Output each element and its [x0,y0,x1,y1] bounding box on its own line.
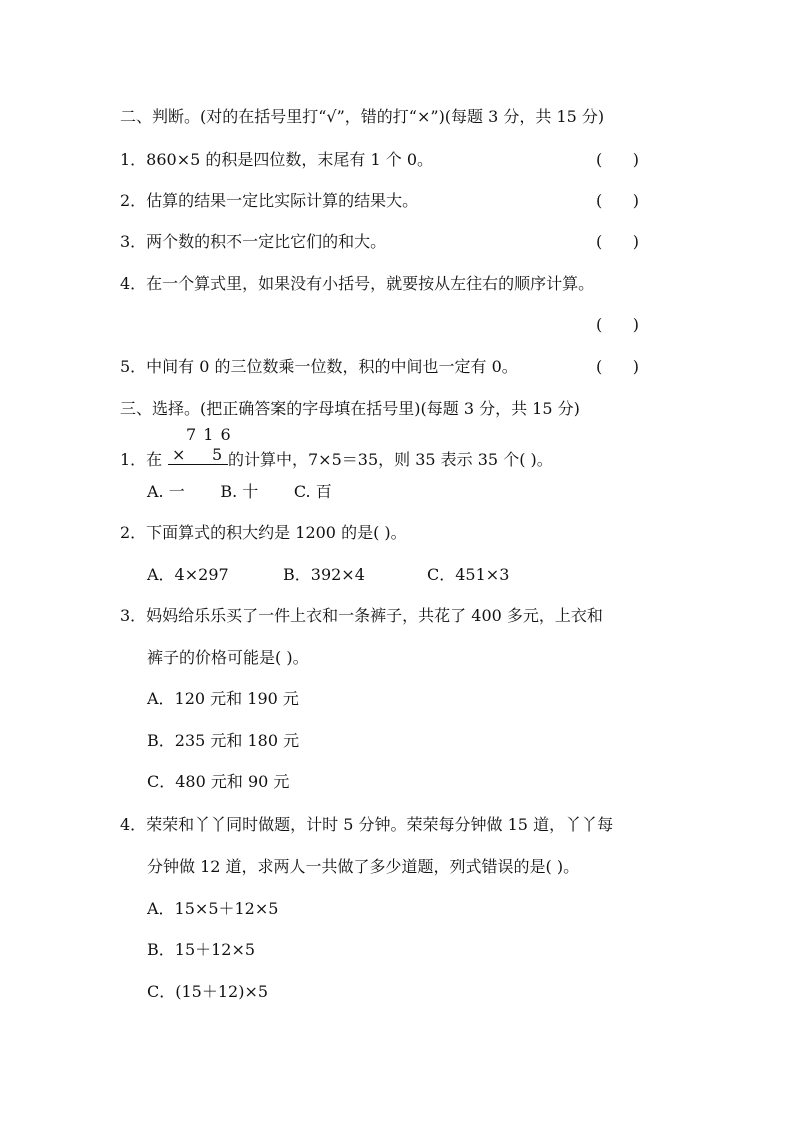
answer-blank-2[interactable]: ( ) [596,191,639,210]
choice-q2-option-b: B．392×4 [283,565,365,584]
section-3-heading: 三、选择。(把正确答案的字母填在括号里)(每题 3 分，共 15 分) [120,399,580,418]
choice-q1-options: A. 一 B. 十 C. 百 [147,482,332,501]
vertical-multiplicand: 7 1 6 [186,425,232,444]
vertical-multiplier: 5 [212,445,223,464]
choice-q3-option-c: C．480 元和 90 元 [147,772,290,791]
vertical-times-sign: × [172,445,186,464]
choice-q2-option-c: C．451×3 [427,565,510,584]
choice-q3-line2: 裤子的价格可能是( )。 [147,648,309,667]
choice-q3-option-b: B．235 元和 180 元 [147,731,300,750]
section-2-heading: 二、判断。(对的在括号里打“√”，错的打“×”)(每题 3 分，共 15 分) [120,107,605,126]
vertical-underline [168,464,228,465]
judge-item-5: 5．中间有 0 的三位数乘一位数，积的中间也一定有 0。 [120,357,518,376]
answer-blank-1[interactable]: ( ) [596,150,639,169]
choice-q4-line2: 分钟做 12 道，求两人一共做了多少道题，列式错误的是( )。 [147,857,580,876]
judge-item-2: 2．估算的结果一定比实际计算的结果大。 [120,191,419,210]
choice-q1-suffix: 的计算中，7×5＝35，则 35 表示 35 个( )。 [228,450,553,469]
choice-q3-option-a: A．120 元和 190 元 [147,689,299,708]
choice-q2-option-a: A．4×297 [147,565,229,584]
answer-blank-3[interactable]: ( ) [596,232,639,251]
answer-blank-5[interactable]: ( ) [596,357,639,376]
judge-item-3: 3．两个数的积不一定比它们的和大。 [120,232,387,251]
answer-blank-4[interactable]: ( ) [596,315,639,334]
choice-q4-option-a: A．15×5＋12×5 [147,899,279,918]
choice-q4-option-b: B．15＋12×5 [147,940,256,959]
judge-item-4: 4．在一个算式里，如果没有小括号，就要按从左往右的顺序计算。 [120,274,595,293]
choice-q3-line1: 3．妈妈给乐乐买了一件上衣和一条裤子，共花了 400 多元，上衣和 [120,606,603,625]
choice-q4-line1: 4．荣荣和丫丫同时做题，计时 5 分钟。荣荣每分钟做 15 道，丫丫每 [120,815,614,834]
choice-q2-text: 2．下面算式的积大约是 1200 的是( )。 [120,523,407,542]
judge-item-1: 1．860×5 的积是四位数，末尾有 1 个 0。 [120,150,434,169]
choice-q1-prefix: 1．在 [120,450,163,469]
choice-q4-option-c: C．(15＋12)×5 [147,982,269,1001]
